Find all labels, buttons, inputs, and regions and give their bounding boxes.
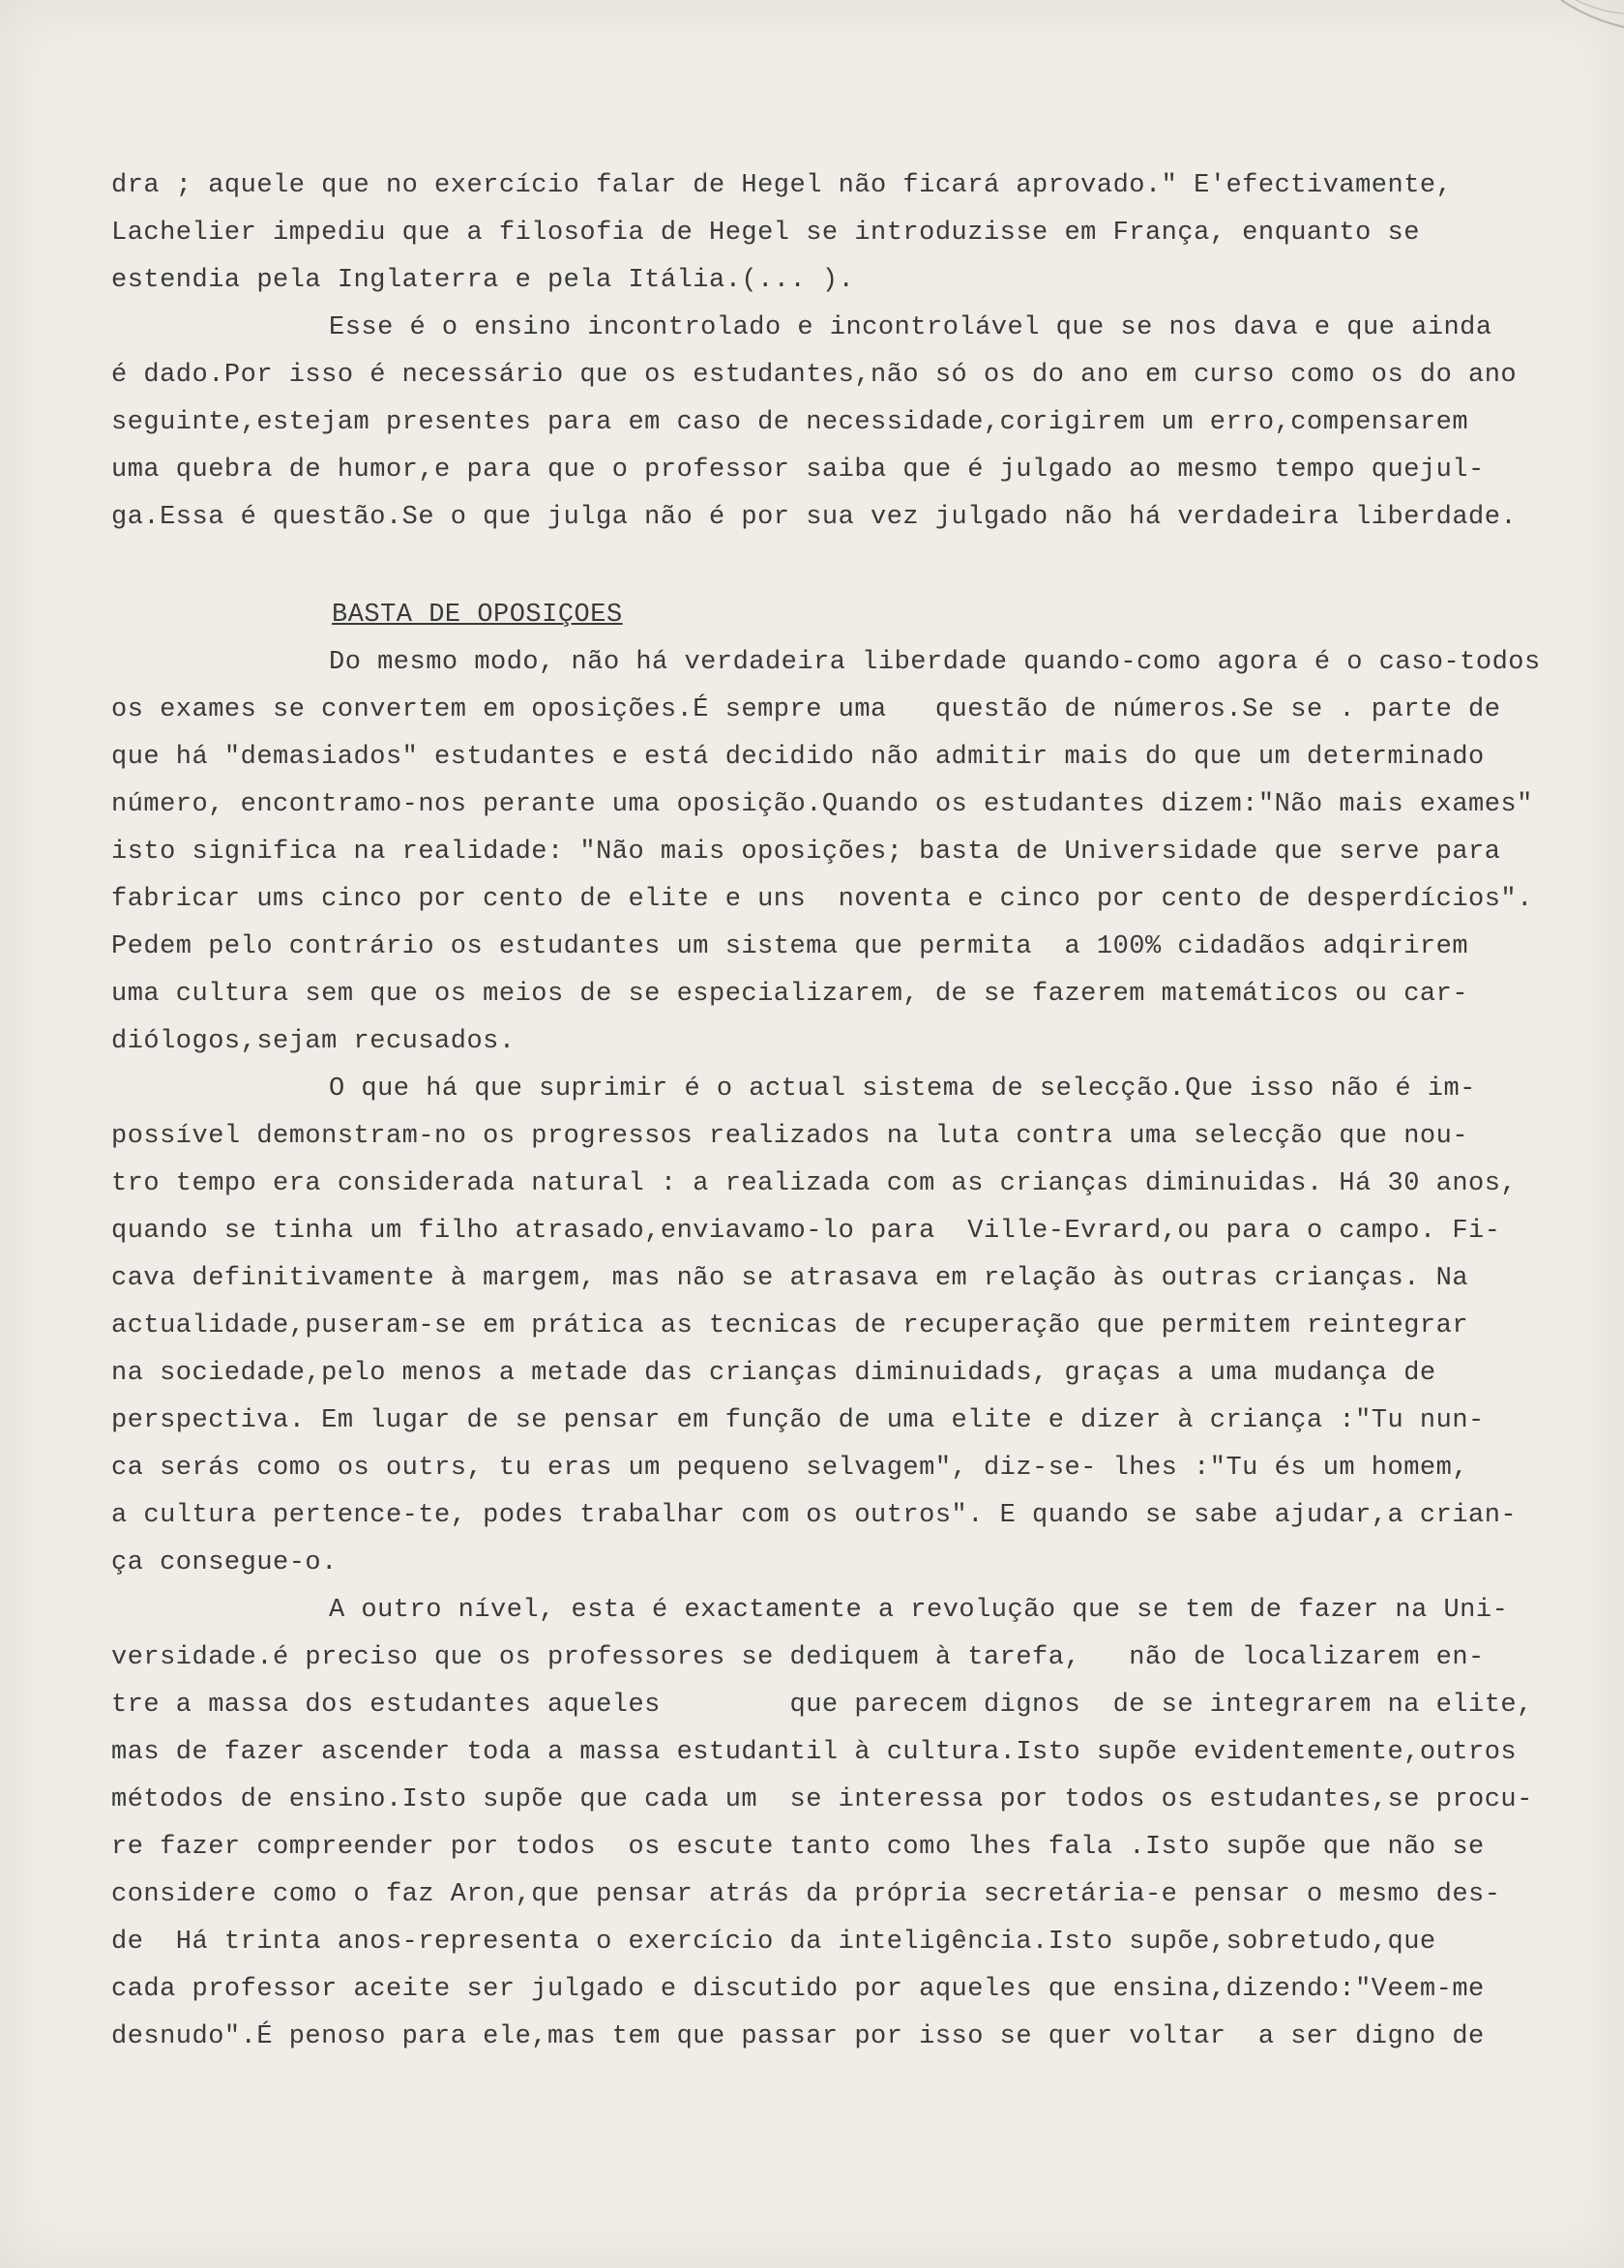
paragraph-5 — [111, 1587, 1562, 2061]
text-line: é dado.Por isso é necessário que os estudantes,não só os do ano em curso como os do ano — [111, 361, 1518, 390]
text-line: isto significa na realidade: "Não mais oposições; basta de Universidade que serve para — [111, 838, 1501, 867]
text-line: número, encontramo-nos perante uma oposição.Quando os estudantes dizem:"Não mais exames" — [111, 790, 1533, 819]
text-line: estendia pela Inglaterra e pela Itália.(... ). — [111, 266, 855, 295]
text-line: dra ; aquele que no exercício falar de Hegel não ficará aprovado." E'efectivamente, — [111, 171, 1453, 200]
text-line: a cultura pertence-te, podes trabalhar com os outros". E quando se sabe ajudar,a crian- — [111, 1501, 1518, 1530]
text-line: os exames se convertem em oposições.É sempre uma questão de números.Se se . parte de — [111, 695, 1501, 724]
text-line: que há "demasiados" estudantes e está decidido não admitir mais do que um determinado — [111, 743, 1485, 772]
text-line: cava definitivamente à margem, mas não se atrasava em relação às outras crianças. Na — [111, 1264, 1469, 1293]
section-heading: BASTA DE OPOSIÇOES — [332, 601, 623, 630]
text-line: desnudo".É penoso para ele,mas tem que passar por isso se quer voltar a ser digno de — [111, 2022, 1485, 2051]
text-line: considere como o faz Aron,que pensar atrás da própria secretária-e pensar o mesmo des- — [111, 1880, 1501, 1909]
text-line: diólogos,sejam recusados. — [111, 1027, 516, 1056]
document-body — [111, 162, 1562, 2061]
text-line: uma cultura sem que os meios de se especializarem, de se fazerem matemáticos ou car- — [111, 980, 1469, 1009]
text-line: versidade.é preciso que os professores se dediquem à tarefa, não de localizarem en- — [111, 1643, 1485, 1672]
text-line: Pedem pelo contrário os estudantes um sistema que permita a 100% cidadãos adqirirem — [111, 932, 1469, 961]
text-line: perspectiva. Em lugar de se pensar em função de uma elite e dizer à criança :"Tu nun- — [111, 1406, 1485, 1435]
paragraph-4 — [111, 1066, 1562, 1587]
text-line: A outro nível, esta é exactamente a revolução que se tem de fazer na Uni- — [329, 1596, 1509, 1625]
text-line: O que há que suprimir é o actual sistema de selecção.Que isso não é im- — [329, 1075, 1476, 1104]
page-corner-fold — [1556, 0, 1624, 39]
text-line: na sociedade,pelo menos a metade das crianças diminuidads, graças a uma mudança de — [111, 1359, 1436, 1388]
text-line: métodos de ensino.Isto supõe que cada um se interessa por todos os estudantes,se procu- — [111, 1785, 1533, 1814]
paragraph-2 — [111, 305, 1562, 542]
text-line: tro tempo era considerada natural : a realizada com as crianças diminuidas. Há 30 anos, — [111, 1169, 1518, 1198]
text-line: ça consegue-o. — [111, 1548, 338, 1577]
text-line: de Há trinta anos-representa o exercício da inteligência.Isto supõe,sobretudo,que — [111, 1928, 1436, 1957]
text-line: ca serás como os outrs, tu eras um pequeno selvagem", diz-se- lhes :"Tu és um homem, — [111, 1454, 1469, 1483]
text-line: seguinte,estejam presentes para em caso de necessidade,corigirem um erro,compensarem — [111, 408, 1469, 437]
text-line: re fazer compreender por todos os escute tanto como lhes fala .Isto supõe que não se — [111, 1833, 1485, 1862]
text-line: fabricar ums cinco por cento de elite e uns noventa e cinco por cento de desperdícios". — [111, 885, 1533, 914]
text-line: quando se tinha um filho atrasado,enviavamo-lo para Ville-Evrard,ou para o campo. Fi- — [111, 1217, 1501, 1246]
paragraph-1 — [111, 162, 1562, 305]
text-line: cada professor aceite ser julgado e discutido por aqueles que ensina,dizendo:"Veem-me — [111, 1975, 1485, 2004]
text-line: Do mesmo modo, não há verdadeira liberdade quando-como agora é o caso-todos — [329, 648, 1541, 677]
text-line: tre a massa dos estudantes aqueles que parecem dignos de se integrarem na elite, — [111, 1691, 1533, 1720]
text-line: mas de fazer ascender toda a massa estudantil à cultura.Isto supõe evidentemente,outros — [111, 1738, 1518, 1767]
text-line: actualidade,puseram-se em prática as tecnicas de recuperação que permitem reintegrar — [111, 1311, 1469, 1340]
text-line: possível demonstram-no os progressos realizados na luta contra uma selecção que nou- — [111, 1122, 1469, 1151]
text-line: Lachelier impediu que a filosofia de Hegel se introduzisse em França, enquanto se — [111, 219, 1420, 248]
text-line: Esse é o ensino incontrolado e incontrolável que se nos dava e que ainda — [329, 313, 1492, 342]
text-line: ga.Essa é questão.Se o que julga não é por sua vez julgado não há verdadeira liberdade. — [111, 503, 1518, 532]
text-line: uma quebra de humor,e para que o professor saiba que é julgado ao mesmo tempo quejul- — [111, 456, 1485, 485]
paragraph-3 — [111, 639, 1562, 1066]
